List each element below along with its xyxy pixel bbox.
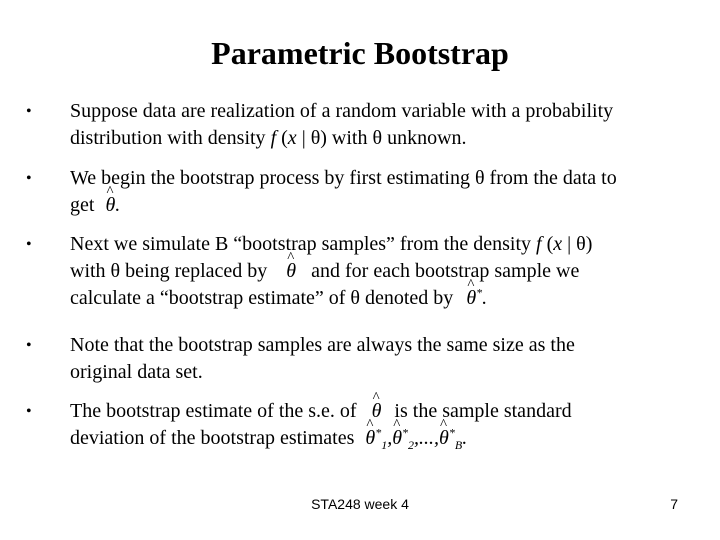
bullet-3-line-3: calculate a “bootstrap estimate” of θ denoted by ^ θ*. <box>70 285 690 312</box>
bullet-2 <box>26 165 690 219</box>
slide-footer: STA248 week 4 <box>311 496 409 512</box>
bullet-dot: • <box>26 103 32 120</box>
theta-hat-formula: ^ θ. <box>105 194 120 216</box>
bullet-1 <box>26 98 690 152</box>
theta-hat-star-formula: ^ θ*. <box>466 287 487 309</box>
bullet-dot: • <box>26 403 32 420</box>
slide-title: Parametric Bootstrap <box>211 35 509 71</box>
bullet-1-line-1: Suppose data are realization of a random variable with a probability <box>70 100 614 122</box>
bullet-3-line-1: Next we simulate B “bootstrap samples” from the density f (x | θ) <box>70 233 593 255</box>
bullet-5-line-1: The bootstrap estimate of the s.e. of ^ θ is the sample standard <box>70 398 690 425</box>
bullet-5 <box>26 398 690 452</box>
bullet-dot: • <box>26 236 32 253</box>
bullet-4-line-1: Note that the bootstrap samples are always the same size as the <box>70 334 575 356</box>
bullet-dot: • <box>26 170 32 187</box>
bootstrap-estimates-formula: ^ $\theta^*_1,\^{}$ $\theta^*_2,...,\^{}$ $\theta^*_B$. <box>365 427 467 449</box>
bullet-4-line-2: original data set. <box>70 361 203 383</box>
bullet-3-line-2: with θ being replaced by ^ θ and for each bootstrap sample we <box>70 258 690 285</box>
bullet-2-line-1: We begin the bootstrap process by first estimating θ from the data to <box>70 167 617 189</box>
bullet-dot: • <box>26 337 32 354</box>
bullet-3 <box>26 231 690 312</box>
theta-hat-formula: ^ θ <box>372 400 382 422</box>
bullet-5-line-2: deviation of the bootstrap estimates ^ $\theta^*_1,\^{}$ $\theta^*_2,...,\^{}$ $\theta^*_B$. <box>70 425 690 452</box>
bullet-2-line-2: get ^ θ. <box>70 192 690 219</box>
theta-hat-formula: ^ θ <box>286 260 296 282</box>
page-number: 7 <box>670 496 678 512</box>
bullet-4 <box>26 332 690 386</box>
bullet-1-line-2: distribution with density f (x | θ) with θ unknown. <box>70 127 467 149</box>
